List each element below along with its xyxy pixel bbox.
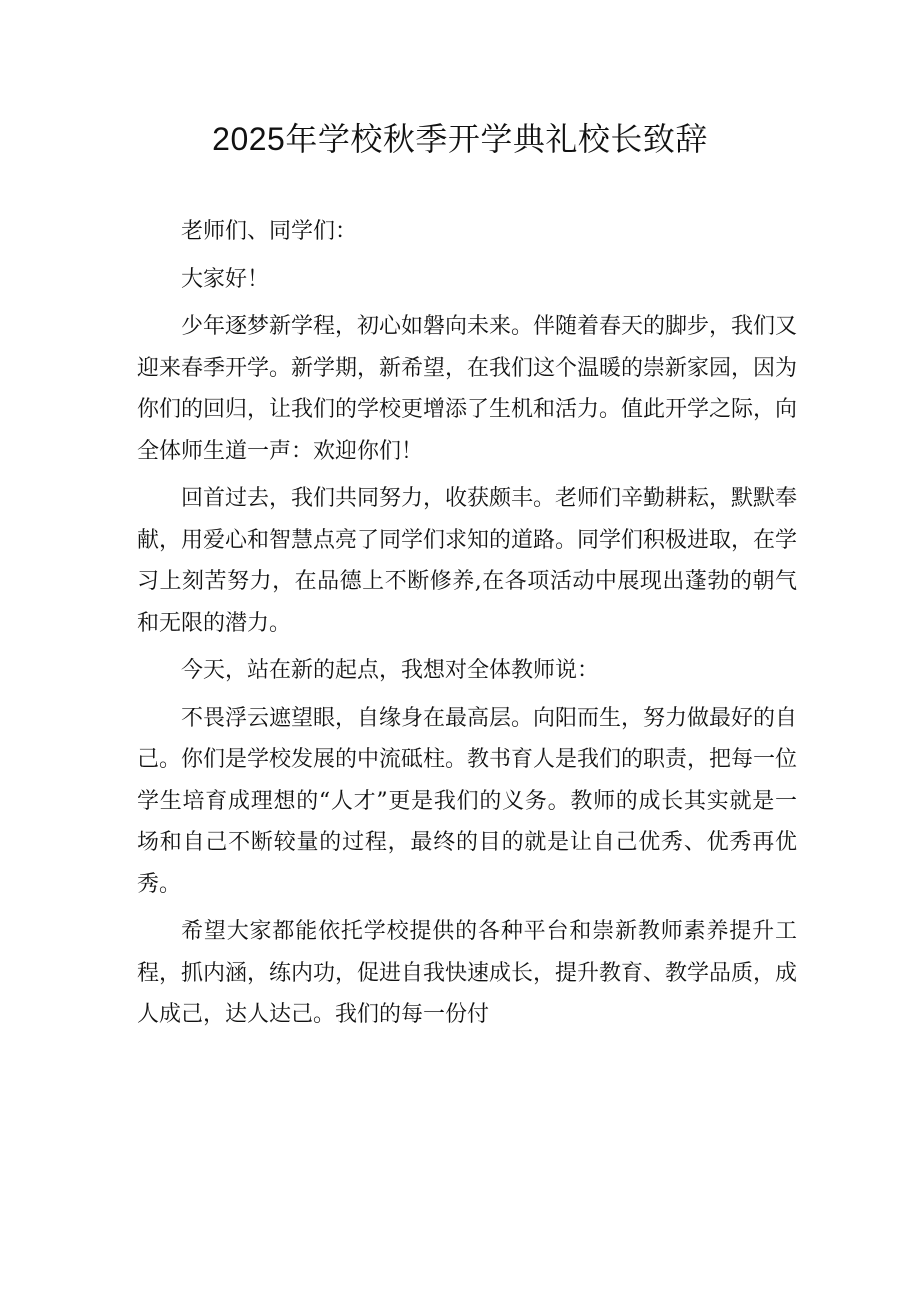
paragraph-address-teachers: 今天，站在新的起点，我想对全体教师说：	[181, 658, 600, 683]
greeting: 大家好！	[181, 266, 270, 292]
paragraph-new-semester: 少年逐梦新学程，初心如磐向未来。伴随着春天的脚步，我们又迎来春季开学。新学期，新希望，在我们这个温暖的崇新家园，因为你们的回归，让我们的学校更增添了生机和活力。值此开学之际，向全体师生道一声：欢迎你们！	[137, 314, 798, 464]
document-title: 2025年学校秋季开学典礼校长致辞	[212, 121, 708, 157]
document-body	[137, 211, 797, 1042]
paragraph-teachers-message: 不畏浮云遮望眼，自缘身在最高层。向阳而生，努力做最好的自己。你们是学校发展的中流砥柱。教书育人是我们的职责，把每一位学生培育成理想的“人才”更是我们的义务。教师的成长其实就是一场和自己不断较量的过程，最终的目的就是让自己优秀、优秀再优秀。	[137, 705, 798, 897]
salutation: 老师们、同学们：	[181, 219, 358, 244]
paragraph-looking-back: 回首过去，我们共同努力，收获颇丰。老师们辛勤耕耘，默默奉献，用爱心和智慧点亮了同学们求知的道路。同学们积极进取，在学习上刻苦努力，在品德上不断修养,在各项活动中展现出蓬勃的朝气和无限的潜力。	[137, 486, 798, 636]
paragraph-hope: 希望大家都能依托学校提供的各种平台和崇新教师素养提升工程，抓内涵，练内功，促进自我快速成长，提升教育、教学品质，成人成己，达人达己。我们的每一份付	[137, 919, 798, 1027]
